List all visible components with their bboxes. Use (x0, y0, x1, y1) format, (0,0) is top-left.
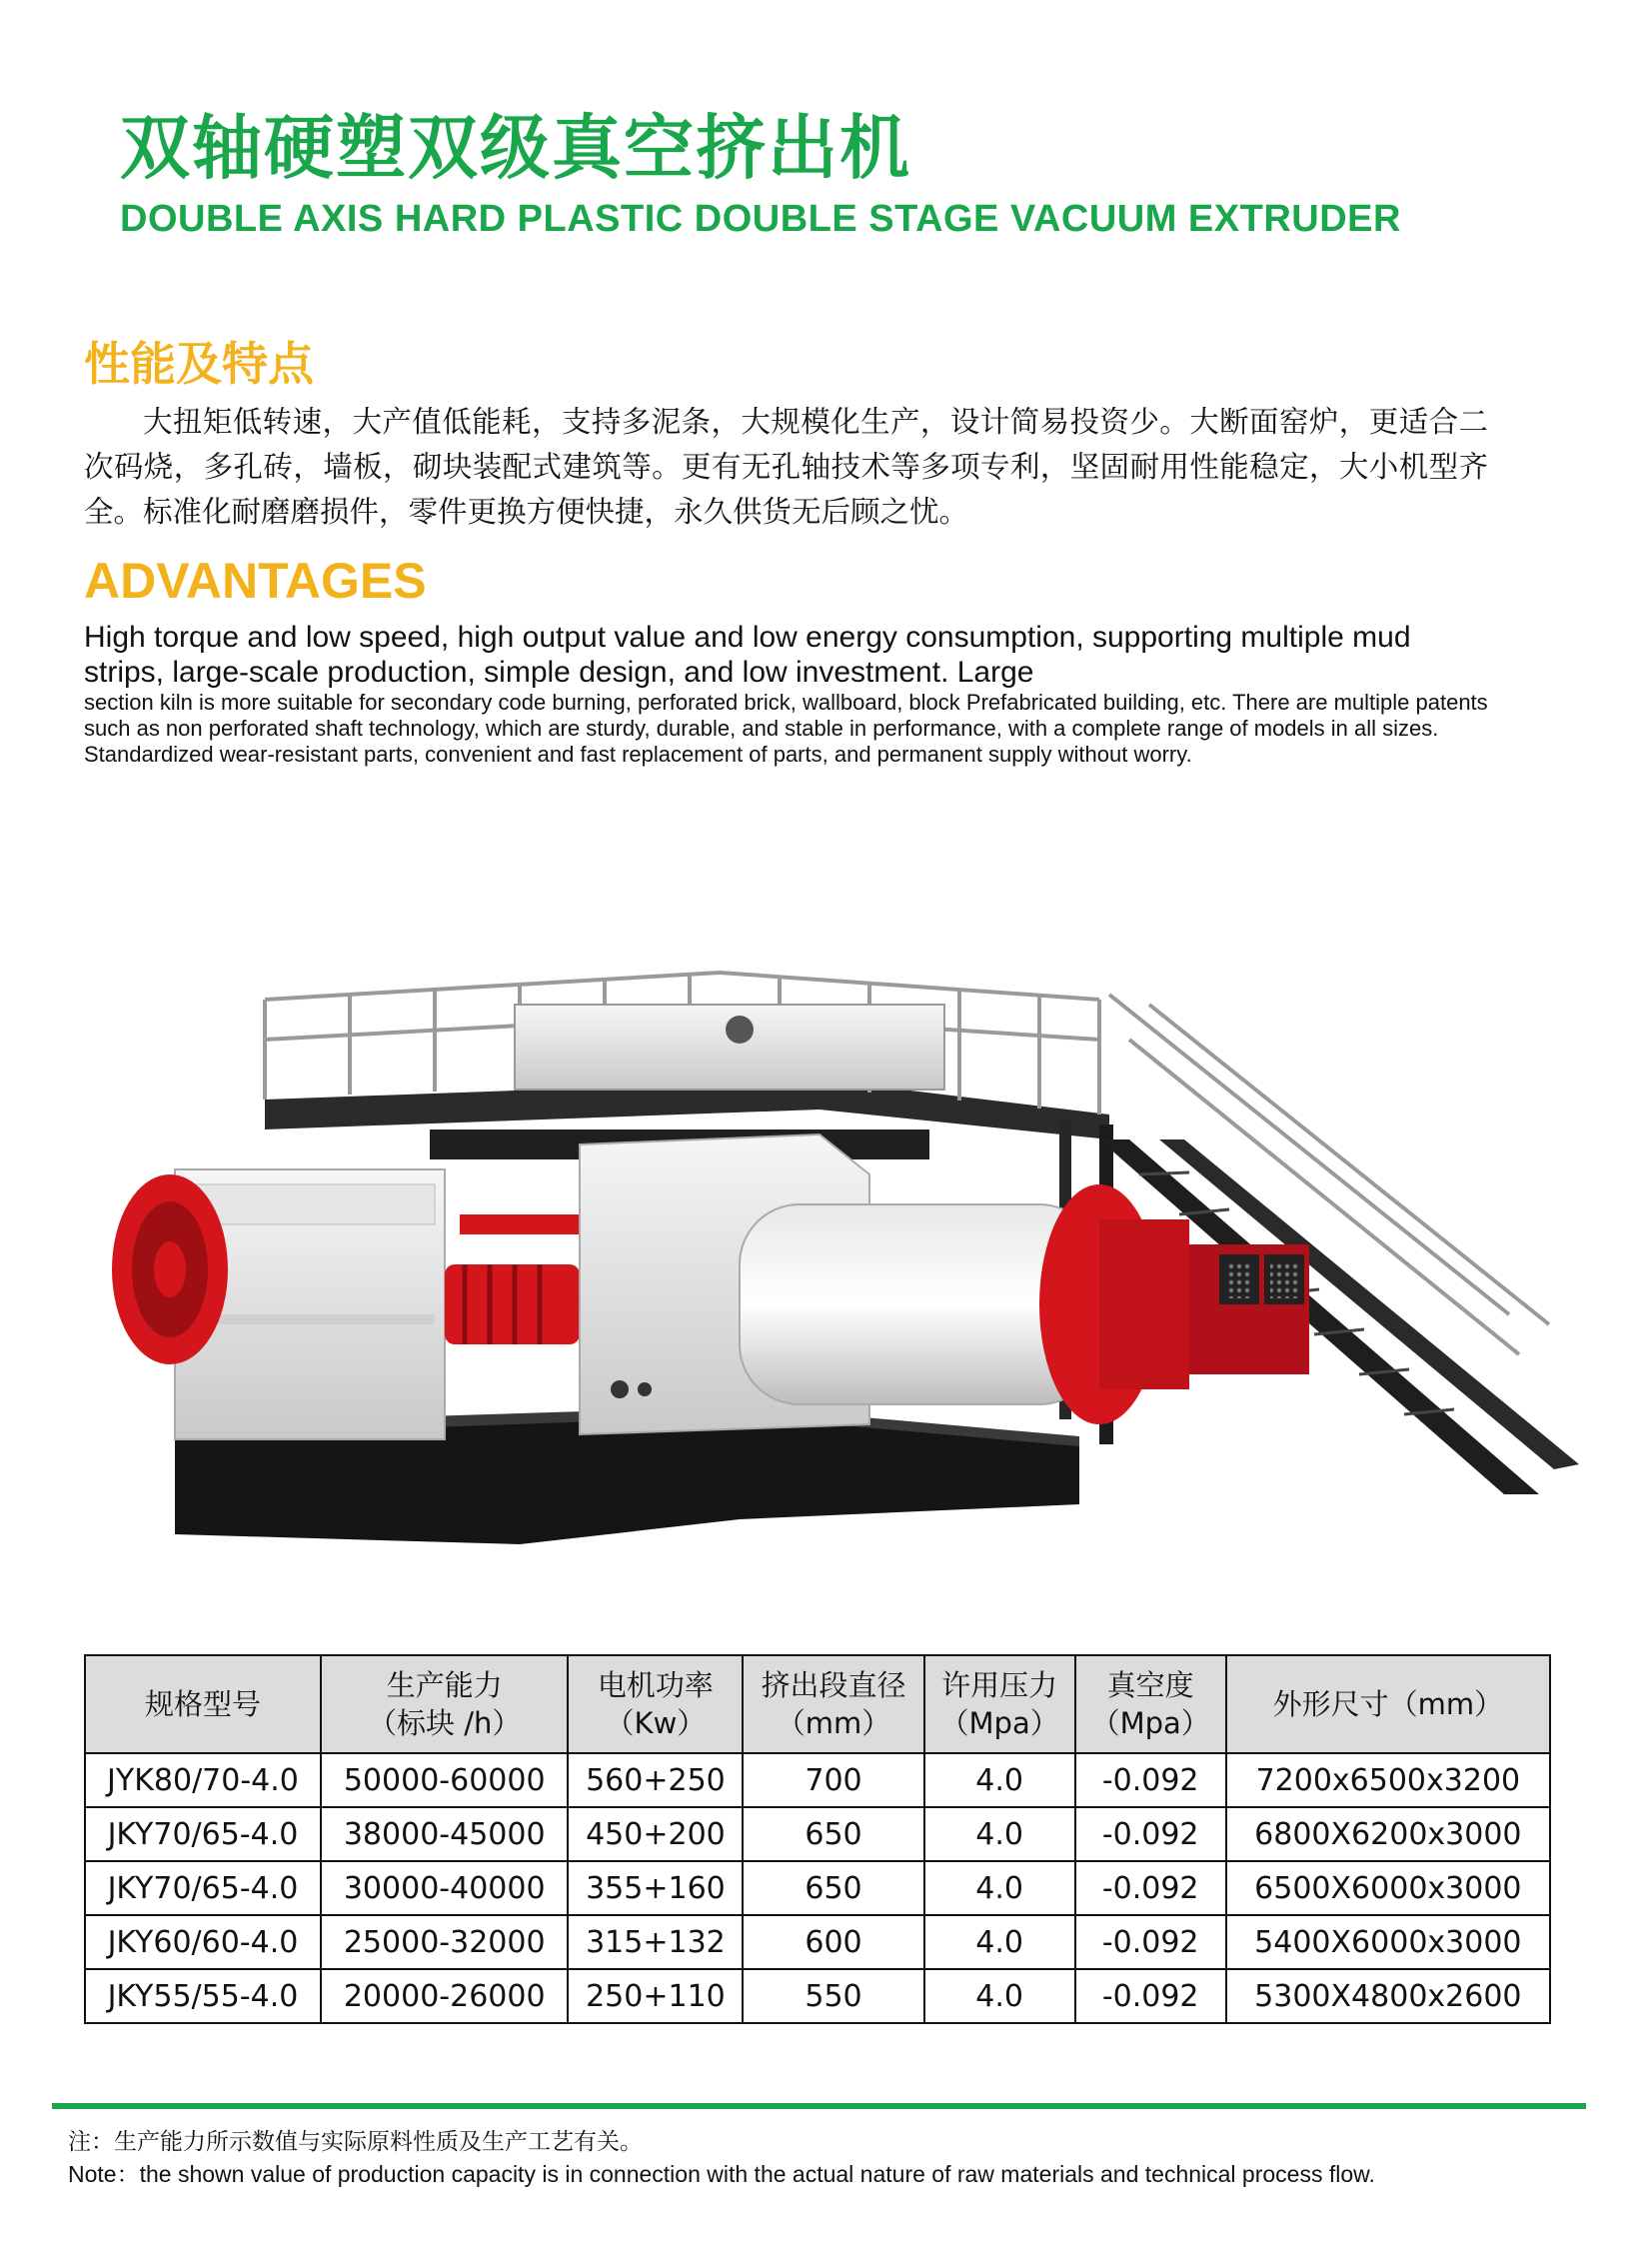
cell-dimensions: 6500X6000x3000 (1226, 1861, 1550, 1915)
cell-power: 355+160 (568, 1861, 743, 1915)
header-capacity-unit: （标块 /h） (368, 1706, 522, 1740)
cell-dimensions: 5300X4800x2600 (1226, 1969, 1550, 2023)
cell-dimensions: 5400X6000x3000 (1226, 1915, 1550, 1969)
cell-vacuum: -0.092 (1075, 1861, 1226, 1915)
table-row (85, 1753, 1550, 1807)
table-row (85, 1807, 1550, 1861)
header-pressure (924, 1655, 1075, 1753)
cell-diameter: 550 (743, 1969, 923, 2023)
extruder-machine-image (100, 855, 1579, 1544)
advantages-heading: ADVANTAGES (84, 553, 427, 609)
header-capacity (321, 1655, 568, 1753)
cell-vacuum: -0.092 (1075, 1807, 1226, 1861)
header-power (568, 1655, 743, 1753)
cell-capacity: 30000-40000 (321, 1861, 568, 1915)
advantages-text-en-large-span: High torque and low speed, high output value and low energy consumption, supporting multiple mud strips, large-scale production, simple design, and low investment. Large (84, 621, 1411, 689)
header-power-label: 电机功率 (597, 1668, 714, 1702)
cell-model: JKY55/55-4.0 (85, 1969, 321, 2023)
header-pressure-unit: （Mpa） (939, 1706, 1059, 1740)
cell-power: 450+200 (568, 1807, 743, 1861)
features-text-cn: 大扭矩低转速，大产值低能耗，支持多泥条，大规模化生产，设计简易投资少。大断面窑炉，更适合二次码烧，多孔砖，墙板，砌块装配式建筑等。更有无孔轴技术等多项专利，坚固耐用性能稳定，大小机型齐全。标准化耐磨磨损件，零件更换方便快捷，永久供货无后顾之忧。 (84, 405, 1488, 529)
header-model-label: 规格型号 (144, 1687, 261, 1721)
cell-model: JYK80/70-4.0 (85, 1753, 321, 1807)
cell-model: JKY60/60-4.0 (85, 1915, 321, 1969)
cell-pressure: 4.0 (924, 1915, 1075, 1969)
cell-capacity: 50000-60000 (321, 1753, 568, 1807)
cell-power: 250+110 (568, 1969, 743, 2023)
cell-vacuum: -0.092 (1075, 1969, 1226, 2023)
footer-divider (52, 2103, 1586, 2109)
cell-pressure: 4.0 (924, 1753, 1075, 1807)
page-title-en: DOUBLE AXIS HARD PLASTIC DOUBLE STAGE VACUUM EXTRUDER (120, 198, 1401, 240)
header-capacity-label: 生产能力 (386, 1668, 503, 1702)
header-diameter (743, 1655, 923, 1753)
cell-dimensions: 7200x6500x3200 (1226, 1753, 1550, 1807)
header-pressure-label: 许用压力 (941, 1668, 1058, 1702)
cell-pressure: 4.0 (924, 1861, 1075, 1915)
cell-diameter: 700 (743, 1753, 923, 1807)
advantages-text-en-small: section kiln is more suitable for secondary code burning, perforated brick, wallboard, block Prefabricated building, etc. There are multiple patents such as non perforated shaft technology, which are sturdy, durable, and stable in performance, with a complete range of models in all sizes. Standardized wear-resistant parts, convenient and fast replacement of parts, and permanent supply without worry. (84, 690, 1488, 767)
cell-diameter: 650 (743, 1861, 923, 1915)
header-vacuum-unit: （Mpa） (1090, 1706, 1210, 1740)
flywheel (112, 1174, 228, 1364)
footnote-cn: 注：生产能力所示数值与实际原料性质及生产工艺有关。 (68, 2129, 643, 2155)
header-diameter-label: 挤出段直径 (761, 1668, 906, 1702)
cell-power: 315+132 (568, 1915, 743, 1969)
page-title-cn: 双轴硬塑双级真空挤出机 (120, 107, 911, 189)
footnote-en: Note：the shown value of production capacity is in connection with the actual nature of raw materials and technical process flow. (68, 2161, 1375, 2187)
cell-pressure: 4.0 (924, 1807, 1075, 1861)
cell-model: JKY70/65-4.0 (85, 1807, 321, 1861)
cell-capacity: 20000-26000 (321, 1969, 568, 2023)
table-header-row (85, 1655, 1550, 1753)
features-heading-cn: 性能及特点 (84, 337, 314, 391)
cell-pressure: 4.0 (924, 1969, 1075, 2023)
advantages-text-en-large (84, 620, 1488, 690)
cell-power: 560+250 (568, 1753, 743, 1807)
header-power-unit: （Kw） (605, 1706, 707, 1740)
table-row (85, 1915, 1550, 1969)
cell-capacity: 25000-32000 (321, 1915, 568, 1969)
header-model (85, 1655, 321, 1753)
cell-capacity: 38000-45000 (321, 1807, 568, 1861)
cell-vacuum: -0.092 (1075, 1915, 1226, 1969)
cell-diameter: 650 (743, 1807, 923, 1861)
cell-diameter: 600 (743, 1915, 923, 1969)
header-diameter-unit: （mm） (776, 1706, 891, 1740)
cell-vacuum: -0.092 (1075, 1753, 1226, 1807)
header-dimensions (1226, 1655, 1550, 1753)
spec-table (84, 1654, 1551, 2024)
cell-dimensions: 6800X6200x3000 (1226, 1807, 1550, 1861)
header-vacuum (1075, 1655, 1226, 1753)
cell-model: JKY70/65-4.0 (85, 1861, 321, 1915)
table-row (85, 1969, 1550, 2023)
table-row (85, 1861, 1550, 1915)
header-vacuum-label: 真空度 (1106, 1668, 1194, 1702)
header-dimensions-label: 外形尺寸（mm） (1272, 1687, 1504, 1721)
